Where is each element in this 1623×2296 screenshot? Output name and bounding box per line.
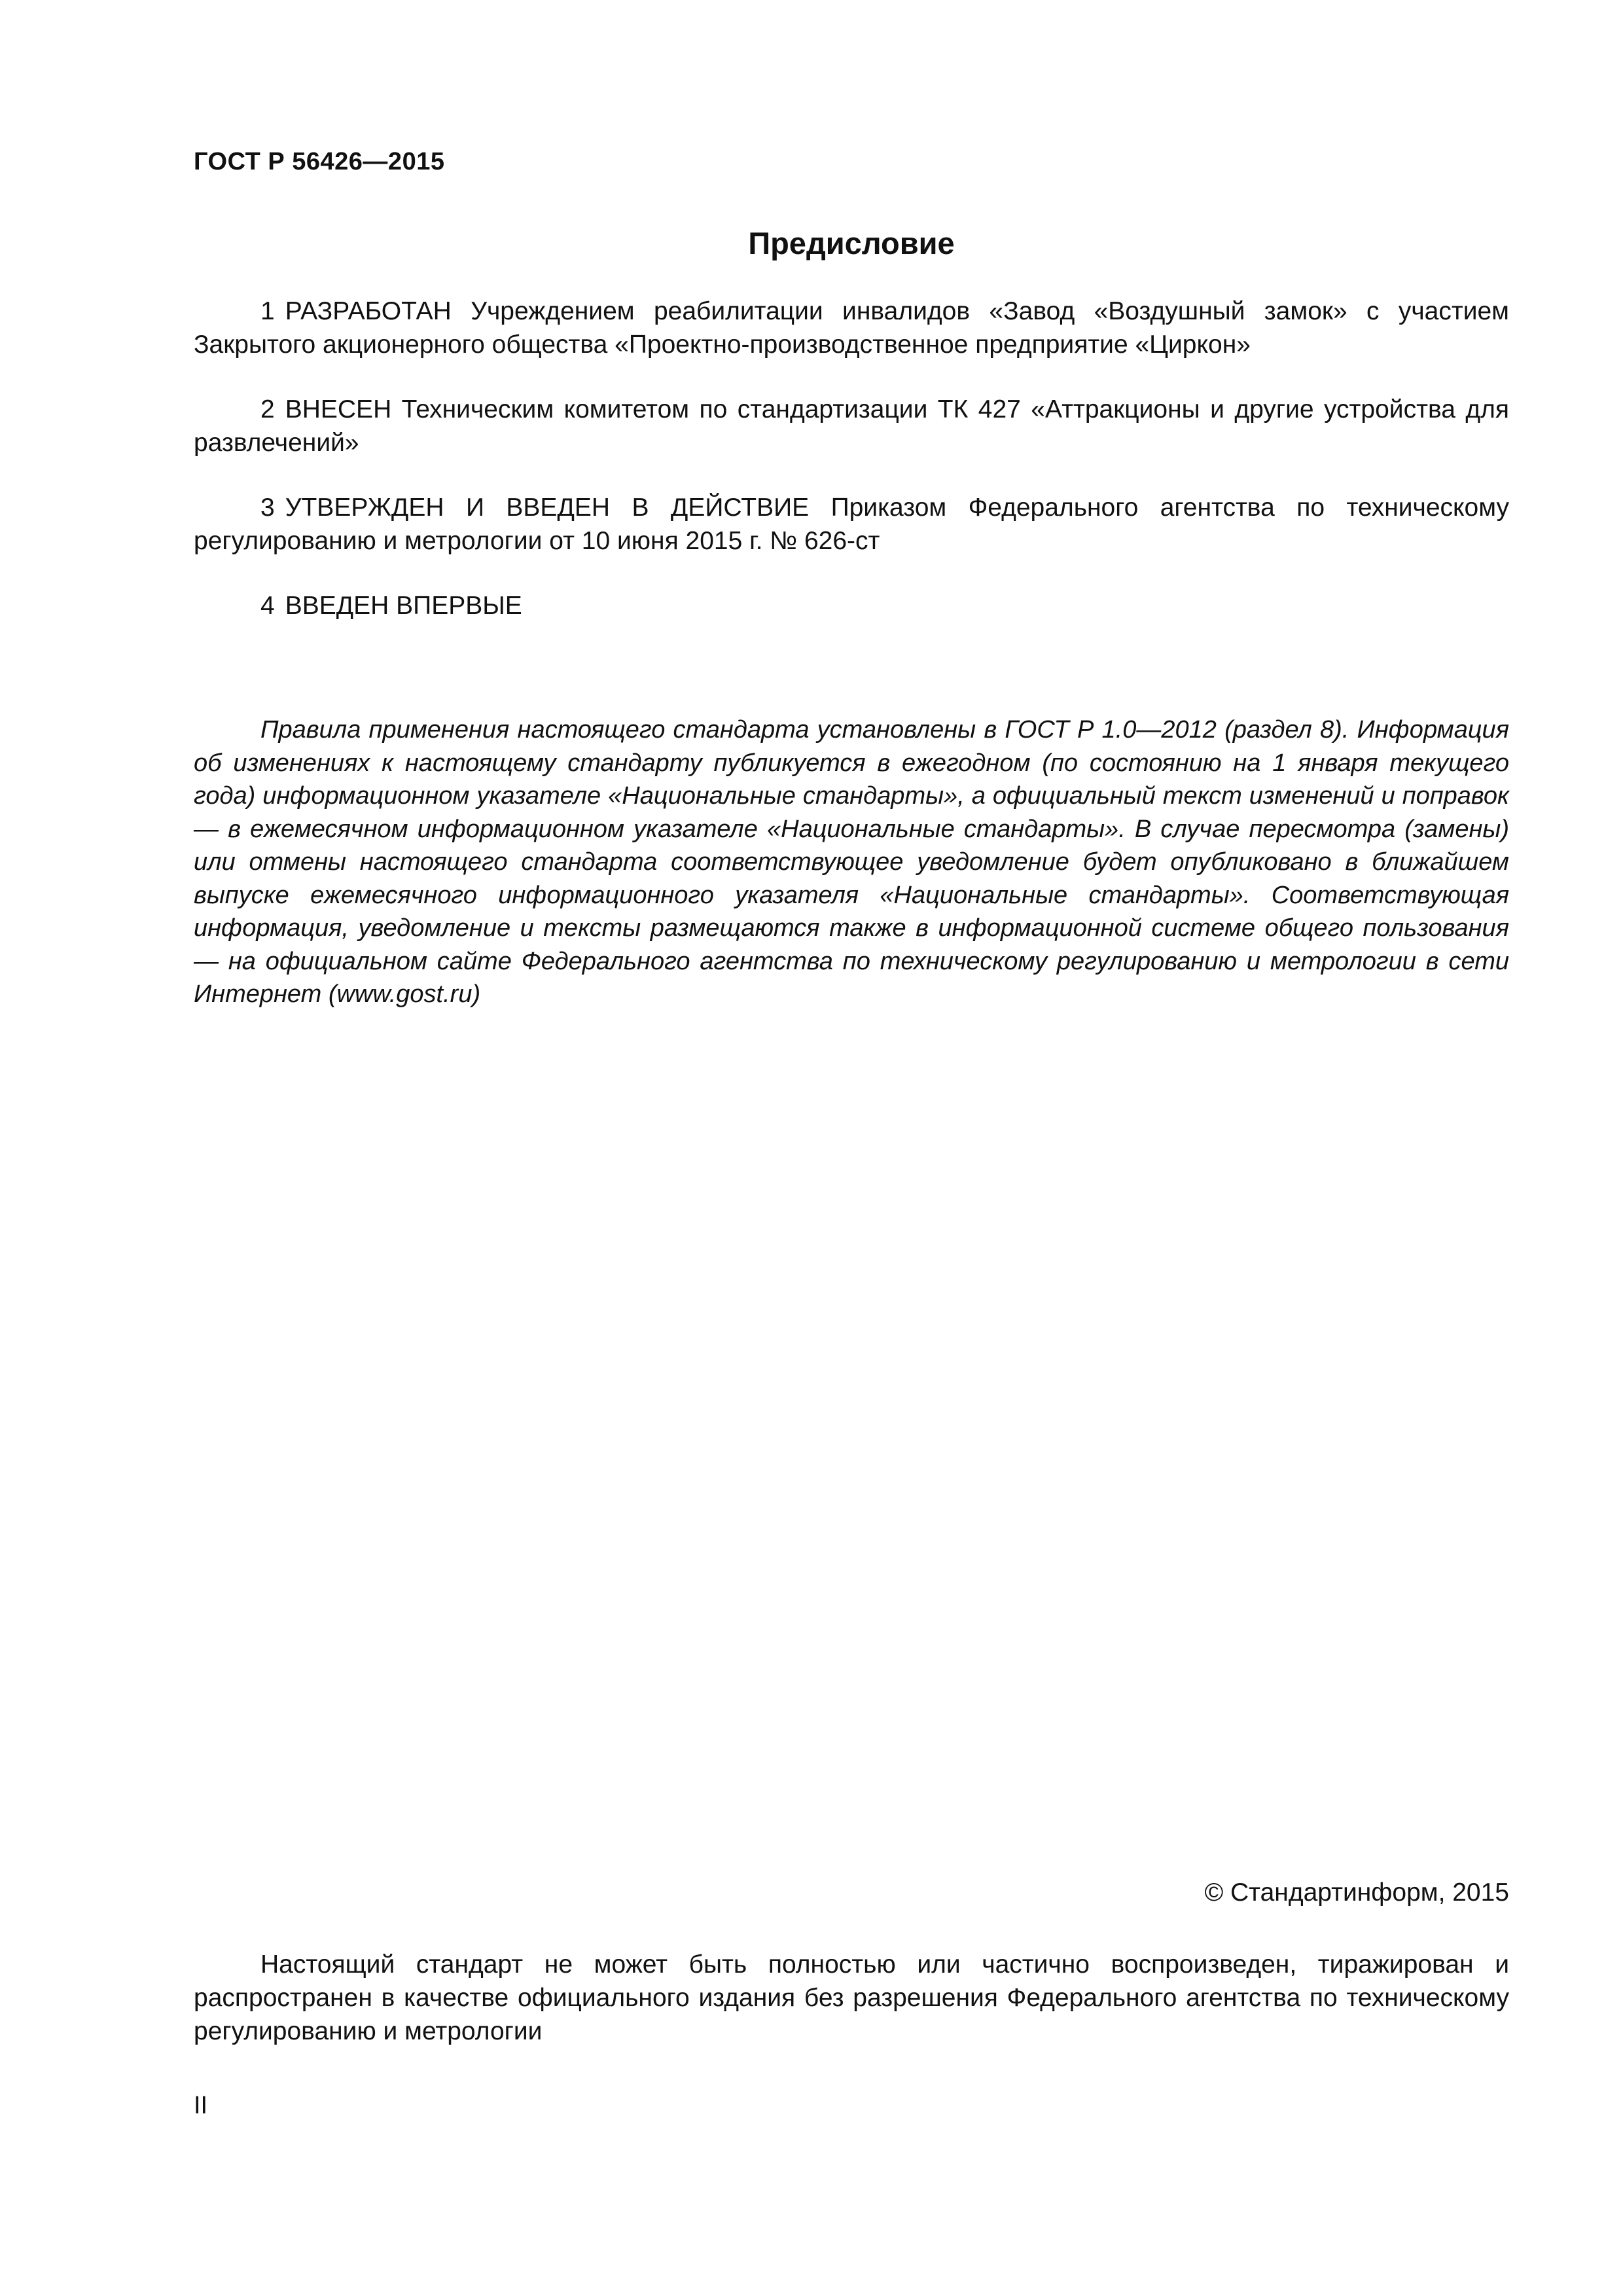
item-text: ВНЕСЕН Техническим комитетом по стандартизации ТК 427 «Аттракционы и другие устройства для развлечений» xyxy=(194,395,1509,457)
item-number: 3 xyxy=(260,493,275,522)
item-text: УТВЕРЖДЕН И ВВЕДЕН В ДЕЙСТВИЕ Приказом Федерального агентства по техническому регулированию и метрологии от 10 июня 2015 г. № 626-ст xyxy=(194,493,1509,555)
foreword-item-1 xyxy=(194,295,1509,361)
foreword-item-3 xyxy=(194,491,1509,558)
notice-text: Настоящий стандарт не может быть полностью или частично воспроизведен, тиражирован и распространен в качестве официального издания без разрешения Федерального агентства по техническому регулированию и метрологии xyxy=(194,1950,1509,2045)
item-number: 4 xyxy=(260,592,275,620)
document-code: ГОСТ Р 56426—2015 xyxy=(194,148,445,175)
copyright: © Стандартинформ, 2015 xyxy=(1204,1878,1509,1907)
foreword-item-2 xyxy=(194,393,1509,459)
page-number: II xyxy=(194,2092,208,2119)
application-rules-note xyxy=(194,713,1509,1011)
item-number: 2 xyxy=(260,395,275,423)
foreword-items xyxy=(194,295,1509,654)
item-text: ВВЕДЕН ВПЕРВЫЕ xyxy=(285,592,522,620)
item-text: РАЗРАБОТАН Учреждением реабилитации инвалидов «Завод «Воздушный замок» с участием Закрытого акционерного общества «Проектно-производственное предприятие «Циркон» xyxy=(194,297,1509,359)
foreword-item-4 xyxy=(194,589,1509,622)
section-title: Предисловие xyxy=(748,226,955,260)
note-text: Правила применения настоящего стандарта установлены в ГОСТ Р 1.0—2012 (раздел 8). Информация об изменениях к настоящему стандарту публикуется в ежегодном (по состоянию на 1 января текущего года) информационном указателе «Национальные стандарты», а официальный текст изменений и поправок — в ежемесячном информационном указателе «Национальные стандарты». В случае пересмотра (замены) или отмены настоящего стандарта соответствующее уведомление будет опубликовано в ближайшем выпуске ежемесячного информационного указателя «Национальные стандарты». Соответствующая информация, уведомление и тексты размещаются также в информационной системе общего пользования — на официальном сайте Федерального агентства по техническому регулированию и метрологии в сети Интернет (www.gost.ru) xyxy=(194,716,1509,1008)
item-number: 1 xyxy=(260,297,275,325)
reproduction-notice xyxy=(194,1948,1509,2048)
